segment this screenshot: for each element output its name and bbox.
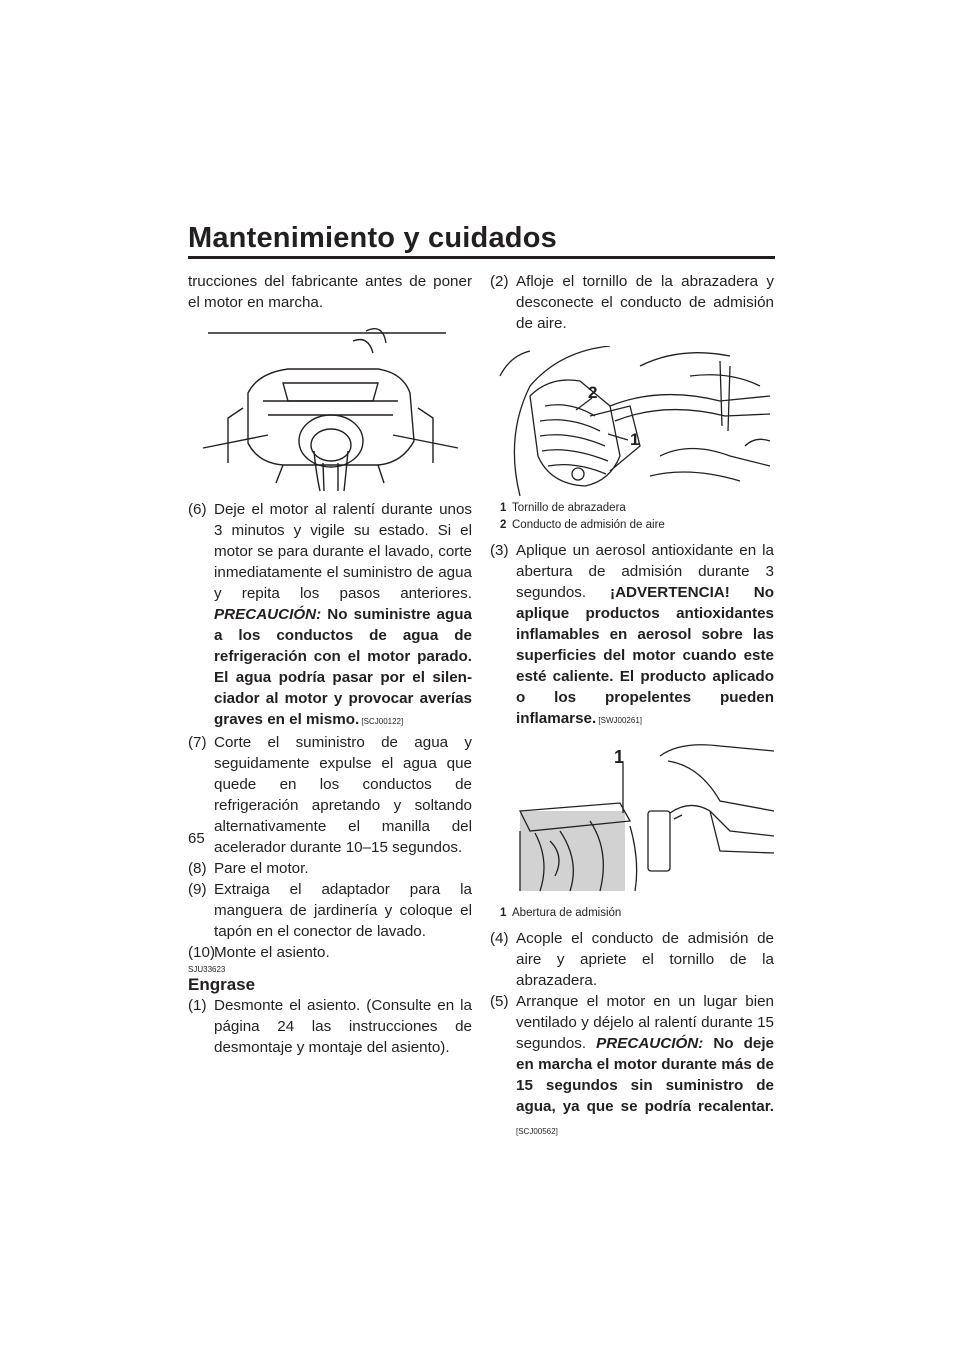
intro-text: trucciones del fabricante antes de poner el motor en marcha.: [188, 273, 472, 311]
figure-label-1: 1: [630, 430, 640, 449]
right-column: [490, 271, 774, 1142]
step-4: (4) Acople el conducto de admisión de aire y apriete el tornillo de la abrazadera.: [490, 930, 774, 989]
step-3: (3) Aplique un aerosol antioxidante en la abertura de admisión durante 3 segundos. ¡ADVERTENCIA! No aplique productos antioxidantes inflamables en aerosol sobre las superficies del motor cuando este esté caliente. El producto aplicado o los propelentes pueden inflamarse. [SWJ00261]: [490, 542, 774, 727]
step-10: (10) Monte el asiento.: [188, 944, 330, 961]
caution-text: No suministre agua a los conductos de agua de refrigeración con el motor parado. El agua podría pasar por el silenciador al motor y provocar averías graves en el mismo.: [214, 606, 472, 728]
page-header-title: Mantenimiento y cuidados: [188, 222, 557, 254]
page-number: 65: [188, 830, 205, 847]
step-8: (8) Pare el motor.: [188, 860, 309, 877]
step-g1: (1) Desmonte el asiento. (Consulte en la página 24 las instrucciones de desmontaje y montaje del asiento).: [188, 997, 472, 1056]
header-rule: [188, 256, 775, 259]
step-9: (9) Extraiga el adaptador para la manguera de jardinería y coloque el tapón en el conector de lavado.: [188, 881, 472, 940]
section-title: Engrase: [188, 975, 256, 994]
warning-text: ¡ADVERTENCIA! No aplique productos antioxidantes inflamables en aerosol sobre las superficies del motor cuando este esté caliente. El producto aplicado o los propelentes pueden inflamarse.: [516, 584, 774, 727]
figure-label-2: 2: [588, 383, 598, 402]
figure-caption: 2 Conducto de admisión de aire: [500, 519, 665, 531]
figure-spray-intake: [490, 741, 774, 901]
figure-caption: 1 Abertura de admisión: [500, 907, 622, 919]
left-column: [188, 271, 472, 1058]
caution-text: No deje en marcha el motor durante más de 15 segundos sin suministro de agua, ya que se podría recalentar.: [516, 1035, 774, 1115]
step-7: (7) Corte el suministro de agua y seguidamente expulse el agua que quede en los conductos de refrigeración apretando y soltando alternativamente el manilla del acelerador durante 10–15 segundos.: [188, 734, 472, 856]
figure-flush-adapter: [188, 323, 472, 493]
step-5: (5) Arranque el motor en un lugar bien ventilado y déjelo al ralentí durante 15 segundos. PRECAUCIÓN: No deje en marcha el motor durante más de 15 segundos sin suministro de agua, ya que se podría recalentar. [SCJ00562]: [490, 993, 774, 1136]
section-code: SJU33623: [188, 965, 226, 974]
step-6: (6) Deje el motor al ralentí durante unos 3 minutos y vigile su estado. Si el motor se para durante el lavado, corte inmediatamente el suministro de agua y repita los pasos anteriores. PRECAUCIÓN: No suministre agua a los conductos de agua de refrigeración con el motor parado. El agua podría pasar por el silenciador al motor y provocar averías graves en el mismo. [SCJ00122]: [188, 501, 472, 728]
figure-air-intake-duct: [490, 346, 774, 496]
figure-label-1: 1: [614, 747, 625, 767]
caution-label: PRECAUCIÓN:: [214, 606, 322, 623]
step-2: (2) Afloje el tornillo de la abrazadera y desconecte el conducto de admisión de aire.: [490, 273, 774, 332]
caution-label: PRECAUCIÓN:: [596, 1035, 704, 1052]
figure-caption: 1 Tornillo de abrazadera: [500, 502, 626, 514]
